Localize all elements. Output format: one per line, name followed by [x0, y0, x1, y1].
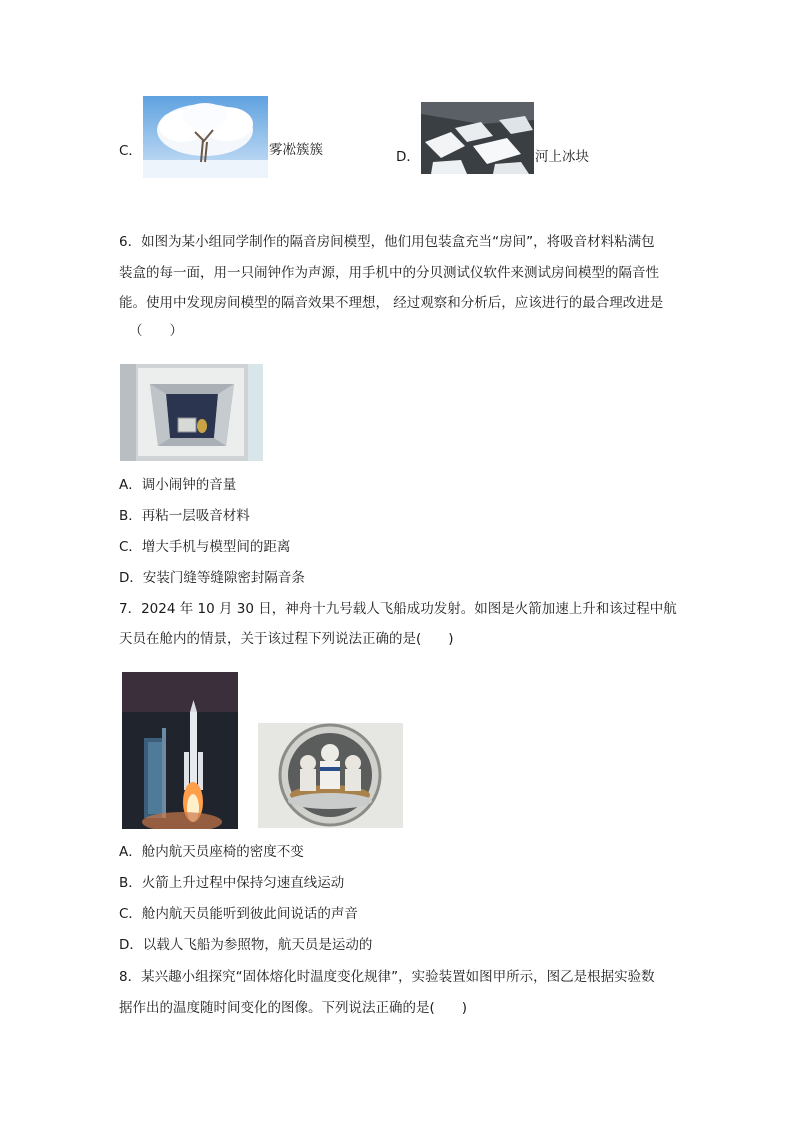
q6-option-c: C．增大手机与模型间的距离	[119, 539, 291, 555]
q6-option-a: A．调小闹钟的音量	[119, 477, 237, 493]
option-d-letter: D．	[396, 149, 420, 165]
q8-stem-line-2: 据作出的温度随时间变化的图像。下列说法正确的是( )	[119, 1000, 468, 1016]
option-c-letter: C．	[119, 143, 142, 159]
option-d-caption: 河上冰块	[535, 149, 589, 165]
q7-option-b: B．火箭上升过程中保持匀速直线运动	[119, 875, 345, 891]
q6-answer-bracket: （ ）	[129, 323, 183, 339]
q6-stem-line-1: 6．如图为某小组同学制作的隔音房间模型，他们用包装盒充当“房间”，将吸音材料粘满包	[119, 234, 655, 250]
astronauts-cabin-image	[258, 723, 403, 828]
q7-stem-line-1: 7．2024 年 10 月 30 日，神舟十九号载人飞船成功发射。如图是火箭加速上升和该过程中航	[119, 601, 677, 617]
q7-option-d: D．以载人飞船为参照物，航天员是运动的	[119, 937, 373, 953]
q6-option-b: B．再粘一层吸音材料	[119, 508, 250, 524]
q7-option-a: A．舱内航天员座椅的密度不变	[119, 844, 304, 860]
q6-option-d: D．安装门缝等缝隙密封隔音条	[119, 570, 305, 586]
q6-stem-line-2: 装盒的每一面，用一只闹钟作为声源，用手机中的分贝测试仪软件来测试房间模型的隔音性	[119, 265, 659, 281]
q7-stem-line-2: 天员在舱内的情景，关于该过程下列说法正确的是( )	[119, 631, 454, 647]
rocket-launch-image	[122, 672, 238, 829]
q8-stem-line-1: 8．某兴趣小组探究“固体熔化时温度变化规律”，实验装置如图甲所示，图乙是根据实验数	[119, 969, 655, 985]
option-c-caption: 雾凇簇簇	[269, 142, 323, 158]
q7-option-c: C．舱内航天员能听到彼此间说话的声音	[119, 906, 358, 922]
river-ice-image	[421, 102, 534, 174]
soundproof-box-image	[120, 364, 263, 461]
rime-tree-image	[143, 96, 268, 178]
q6-stem-line-3: 能。使用中发现房间模型的隔音效果不理想， 经过观察和分析后，应该进行的最合理改进是	[119, 295, 664, 311]
